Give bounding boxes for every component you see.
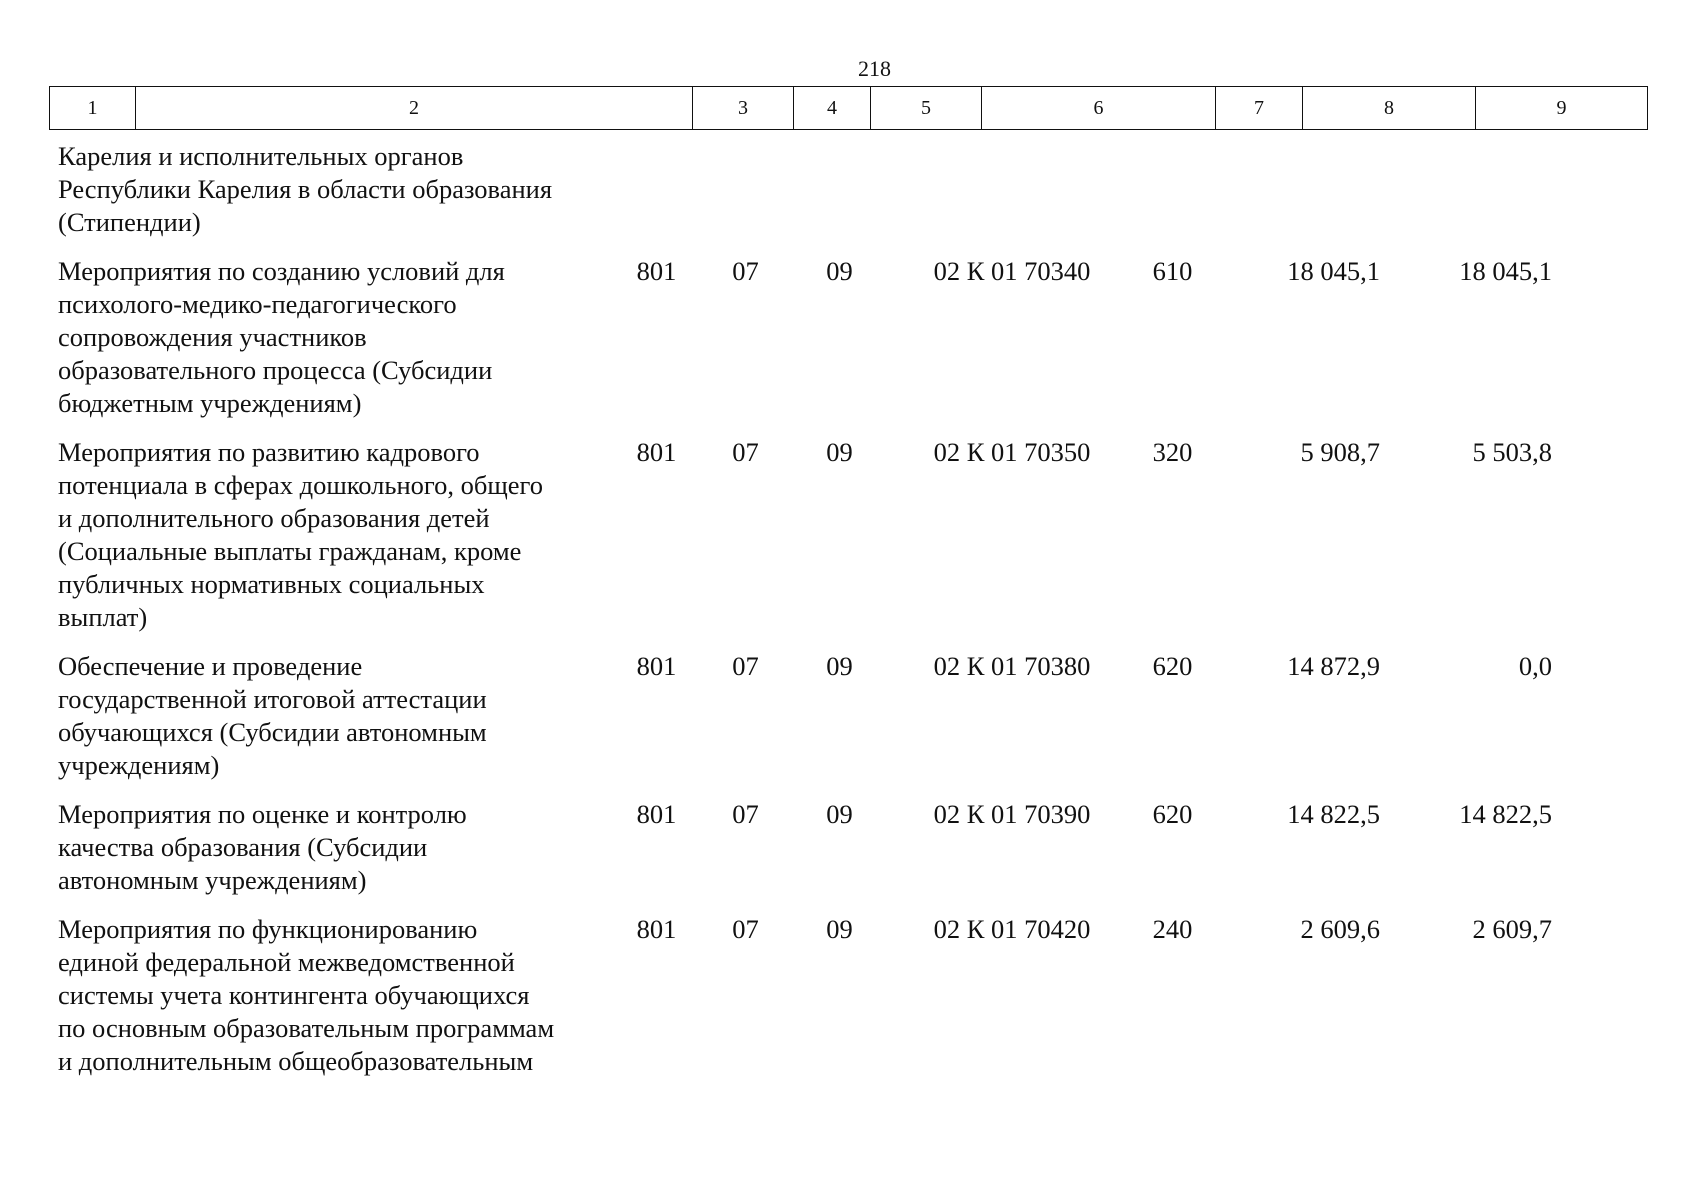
- table-row: [49, 140, 1647, 239]
- row-col3: 801: [636, 256, 677, 286]
- column-header-9: 9: [1476, 87, 1648, 130]
- row-col7: 320: [1152, 437, 1193, 467]
- row-col3: 801: [636, 914, 677, 944]
- row-col4: 07: [732, 799, 759, 829]
- row-col7: 620: [1152, 651, 1193, 681]
- column-header-1: 1: [50, 87, 136, 130]
- row-description: Мероприятия по оценке и контролю качества образования (Субсидии автономным учреждениям): [58, 799, 467, 895]
- row-col3: 801: [636, 651, 677, 681]
- row-col5: 09: [826, 914, 853, 944]
- row-col4: 07: [732, 437, 759, 467]
- row-description: Мероприятия по функционированию единой федеральной межведомственной системы учета контингента обучающихся по основным образовательным программам и дополнительным общеобразовательным: [58, 914, 555, 1076]
- column-header-row: [50, 87, 1648, 130]
- row-description: Мероприятия по созданию условий для психолого-медико-педагогического сопровождения участников образовательного процесса (Субсидии бюджетным учреждениям): [58, 256, 505, 418]
- column-header-6: 6: [982, 87, 1216, 130]
- table-row: [49, 913, 1647, 1078]
- row-description: Карелия и исполнительных органов Республики Карелия в области образования (Стипендии): [58, 141, 553, 237]
- row-col5: 09: [826, 799, 853, 829]
- table-row: [49, 255, 1647, 420]
- row-col3: 801: [636, 799, 677, 829]
- row-col8: 18 045,1: [1287, 256, 1380, 286]
- row-col5: 09: [826, 256, 853, 286]
- row-col6: 02 К 01 70420: [933, 914, 1091, 944]
- row-col4: 07: [732, 914, 759, 944]
- row-col9: 0,0: [1518, 651, 1552, 681]
- page-number: 218: [858, 56, 891, 81]
- table-row: [49, 798, 1647, 897]
- row-col8: 14 872,9: [1287, 651, 1380, 681]
- row-description: Мероприятия по развитию кадрового потенциала в сферах дошкольного, общего и дополнительного образования детей (Социальные выплаты гражданам, кроме публичных нормативных социальных выплат): [58, 437, 543, 632]
- row-col6: 02 К 01 70350: [933, 437, 1091, 467]
- row-col5: 09: [826, 651, 853, 681]
- row-col7: 610: [1152, 256, 1193, 286]
- row-col8: 5 908,7: [1300, 437, 1380, 467]
- column-header-4: 4: [794, 87, 871, 130]
- column-header-5: 5: [871, 87, 982, 130]
- row-col7: 620: [1152, 799, 1193, 829]
- row-col6: 02 К 01 70340: [933, 256, 1091, 286]
- row-col4: 07: [732, 256, 759, 286]
- column-header-8: 8: [1303, 87, 1476, 130]
- row-col9: 14 822,5: [1459, 799, 1552, 829]
- row-col6: 02 К 01 70380: [933, 651, 1091, 681]
- table-row: [49, 436, 1647, 634]
- column-header-3: 3: [693, 87, 794, 130]
- row-col9: 5 503,8: [1472, 437, 1552, 467]
- row-col8: 2 609,6: [1300, 914, 1380, 944]
- table-row: [49, 650, 1647, 782]
- row-col8: 14 822,5: [1287, 799, 1380, 829]
- row-col4: 07: [732, 651, 759, 681]
- row-col6: 02 К 01 70390: [933, 799, 1091, 829]
- column-header-2: 2: [136, 87, 693, 130]
- row-col5: 09: [826, 437, 853, 467]
- row-col9: 2 609,7: [1472, 914, 1552, 944]
- row-col3: 801: [636, 437, 677, 467]
- row-col9: 18 045,1: [1459, 256, 1552, 286]
- row-col7: 240: [1152, 914, 1193, 944]
- table-body: [49, 140, 1647, 1094]
- column-header-7: 7: [1216, 87, 1303, 130]
- column-header-table: [49, 86, 1648, 130]
- row-description: Обеспечение и проведение государственной итоговой аттестации обучающихся (Субсидии автономным учреждениям): [58, 651, 487, 780]
